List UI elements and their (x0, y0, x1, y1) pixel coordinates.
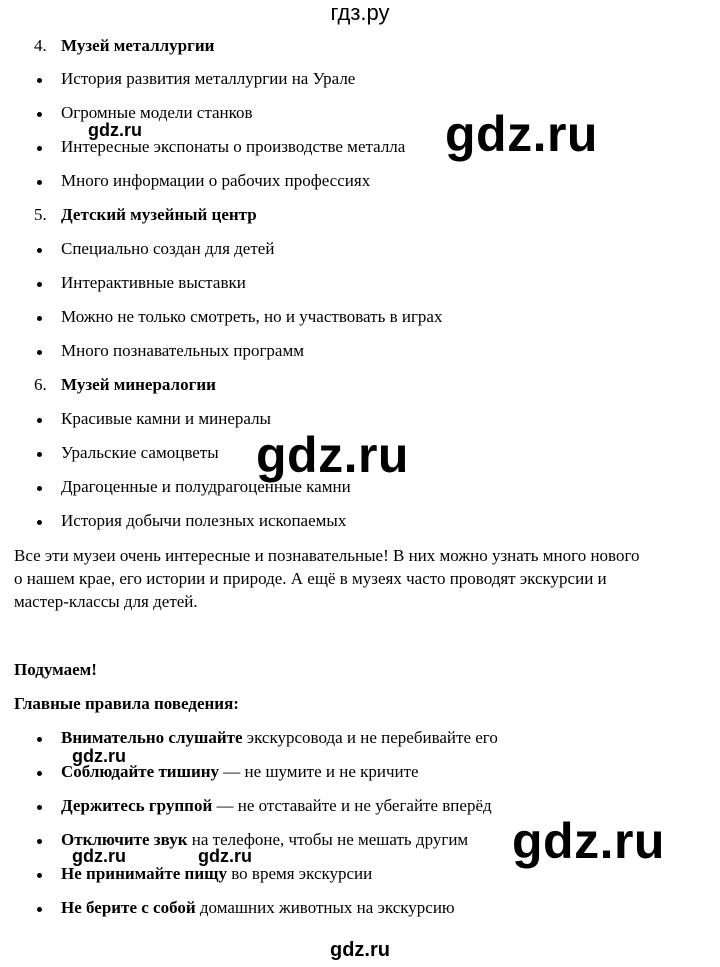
watermark: gdz.ru (256, 427, 409, 483)
bullet-icon (37, 737, 42, 742)
bullet-icon (37, 316, 42, 321)
bullet-icon (37, 907, 42, 912)
rule-bold: Соблюдайте тишину (61, 762, 220, 781)
list-item: Много информации о рабочих профессиях (61, 171, 371, 190)
section-number: 6. (34, 375, 47, 394)
bullet-icon (37, 282, 42, 287)
watermark-small: gdz.ru (72, 746, 126, 766)
rule-bold: Держитесь группой (61, 796, 213, 815)
list-item: Огромные модели станков (61, 103, 253, 122)
section-title: Музей металлургии (61, 36, 215, 55)
bullet-icon (37, 78, 42, 83)
list-item: Интересные экспонаты о производстве металла (61, 137, 406, 156)
rule-bold: Не берите с собой (61, 898, 196, 917)
list-item: Специально создан для детей (61, 239, 275, 258)
bullet-icon (37, 146, 42, 151)
watermark-small: gdz.ru (88, 120, 142, 140)
rule-text: экскурсовода и не перебивайте его (242, 728, 498, 747)
bullet-icon (37, 248, 42, 253)
section-title: Детский музейный центр (61, 205, 257, 224)
summary-line: о нашем крае, его истории и природе. А ещё в музеях часто проводят экскурсии и (14, 569, 607, 588)
list-item: Интерактивные выставки (61, 273, 246, 292)
site-header: гдз.ру (330, 0, 390, 25)
watermark-small: gdz.ru (198, 846, 252, 866)
rule-bold: Не принимайте пищу (61, 864, 227, 883)
bullet-icon (37, 873, 42, 878)
summary-line: мастер-классы для детей. (14, 592, 198, 611)
rule-item (61, 898, 455, 918)
bullet-icon (37, 771, 42, 776)
bullet-icon (37, 418, 42, 423)
summary-line: Все эти музеи очень интересные и познавательные! В них можно узнать много нового (14, 546, 640, 565)
rule-item (61, 796, 492, 816)
bullet-icon (37, 805, 42, 810)
section-number: 5. (34, 205, 47, 224)
bullet-icon (37, 839, 42, 844)
list-item: Драгоценные и полудрагоценные камни (61, 477, 351, 496)
rule-text: — не шумите и не кричите (219, 762, 419, 781)
rule-text: — не отставайте и не убегайте вперёд (212, 796, 492, 815)
rule-text: домашних животных на экскурсию (195, 898, 455, 917)
rule-item (61, 864, 372, 884)
bullet-icon (37, 486, 42, 491)
list-item: Уральские самоцветы (61, 443, 219, 462)
bullet-icon (37, 350, 42, 355)
watermark: gdz.ru (512, 813, 665, 869)
section-title: Музей минералогии (61, 375, 216, 394)
bullet-icon (37, 112, 42, 117)
rule-bold: Внимательно слушайте (61, 728, 243, 747)
site-footer: gdz.ru (330, 939, 390, 961)
list-item: История добычи полезных ископаемых (61, 511, 347, 530)
rules-heading: Главные правила поведения: (14, 694, 239, 713)
list-item: Красивые камни и минералы (61, 409, 271, 428)
rule-text: во время экскурсии (227, 864, 373, 883)
rule-item (61, 728, 498, 748)
watermark-small: gdz.ru (72, 846, 126, 866)
summary-paragraph (14, 544, 714, 613)
list-item: Много познавательных программ (61, 341, 304, 360)
rule-bold: Отключите звук (61, 830, 188, 849)
bullet-icon (37, 452, 42, 457)
section-number: 4. (34, 36, 47, 55)
bullet-icon (37, 520, 42, 525)
rule-text: на телефоне, чтобы не мешать другим (187, 830, 469, 849)
watermark: gdz.ru (445, 106, 598, 162)
list-item: История развития металлургии на Урале (61, 69, 356, 88)
list-item: Можно не только смотреть, но и участвовать в играх (61, 307, 443, 326)
bullet-icon (37, 180, 42, 185)
think-heading: Подумаем! (14, 660, 97, 679)
